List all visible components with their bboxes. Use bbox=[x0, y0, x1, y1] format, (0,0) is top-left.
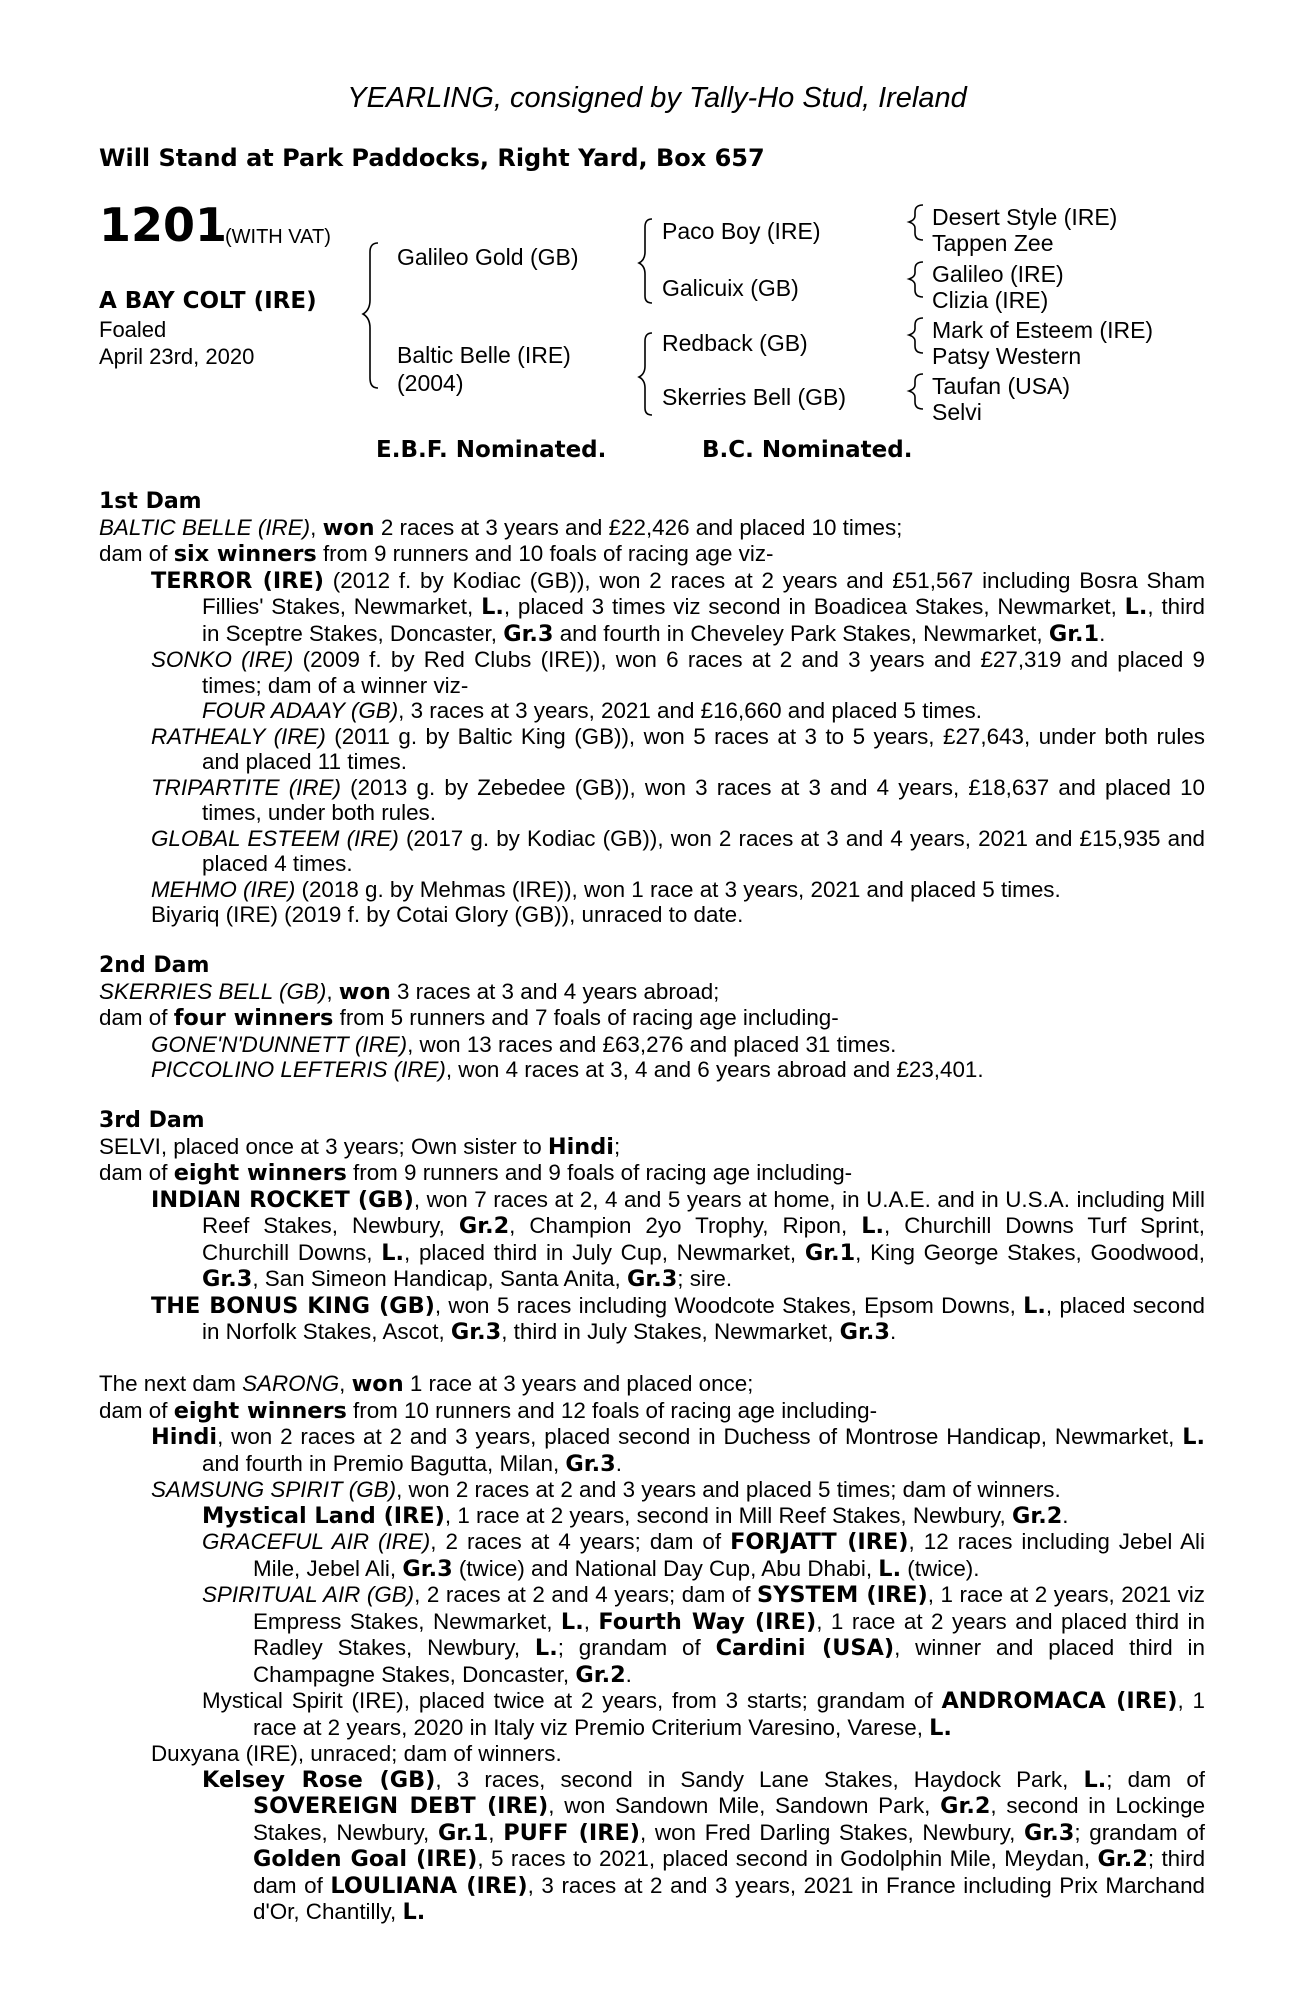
text: , bbox=[488, 1819, 504, 1845]
text: from 9 runners and 10 foals of racing age viz- bbox=[316, 541, 774, 566]
text: , second in Lockinge Stakes, Newbury, bbox=[253, 1793, 1206, 1845]
pedigree-g8: Selvi bbox=[932, 399, 982, 425]
text: , won 5 races including Woodcote Stakes, Epsom Downs, bbox=[434, 1292, 1024, 1318]
horse-name: Mystical Land (IRE) bbox=[202, 1502, 445, 1529]
grade: Gr.2 bbox=[575, 1661, 626, 1688]
text: . bbox=[615, 1450, 622, 1476]
horse-name: PICCOLINO LEFTERIS (IRE) bbox=[151, 1057, 446, 1082]
text: SELVI, placed once at 3 years; Own sister to bbox=[99, 1133, 548, 1159]
text: , 1 race at 2 years, 2021 viz Empress Stakes, Newmarket, bbox=[253, 1582, 1205, 1634]
produce-piccolino bbox=[99, 1057, 1205, 1083]
produce-gone-n-dunnett bbox=[99, 1032, 1205, 1058]
lot-description: A BAY COLT (IRE) bbox=[99, 288, 317, 314]
second-dam-line bbox=[99, 979, 1205, 1006]
sep: , bbox=[326, 978, 339, 1004]
produce-mehmo bbox=[99, 877, 1205, 903]
winners-count: eight winners bbox=[173, 1397, 347, 1424]
text: ; dam of bbox=[1106, 1766, 1205, 1792]
text: , 2 races at 2 and 4 years; dam of bbox=[414, 1582, 758, 1607]
grade: L. bbox=[534, 1635, 558, 1661]
text: , won Fred Darling Stakes, Newbury, bbox=[640, 1819, 1025, 1845]
grade: Gr.1 bbox=[804, 1239, 856, 1266]
sep: , bbox=[310, 514, 323, 540]
foaled-date: April 23rd, 2020 bbox=[99, 344, 255, 369]
text: , King George Stakes, Goodwood, bbox=[855, 1239, 1205, 1265]
horse-name: SYSTEM (IRE) bbox=[757, 1582, 928, 1608]
grade: L. bbox=[560, 1608, 584, 1635]
vat-note: (WITH VAT) bbox=[225, 226, 331, 248]
pedigree-g7: Taufan (USA) bbox=[932, 373, 1071, 399]
text: , 5 races to 2021, placed second in Godolphin Mile, Meydan, bbox=[477, 1846, 1098, 1871]
grade: Gr.3 bbox=[626, 1266, 678, 1292]
produce-mystical-spirit bbox=[99, 1688, 1205, 1741]
text: , 3 races at 2 and 3 years, 2021 in France including Prix Marchand d'Or, Chantilly, bbox=[253, 1872, 1205, 1924]
pedigree-g2: Tappen Zee bbox=[932, 230, 1054, 256]
next-dam-produce bbox=[99, 1398, 1205, 1425]
text: . bbox=[1062, 1502, 1069, 1528]
horse-name: Hindi bbox=[151, 1424, 218, 1450]
text: , 3 races at 3 years, 2021 and £16,660 and placed 5 times. bbox=[398, 698, 982, 723]
pedigree-dam-year: (2004) bbox=[397, 370, 464, 396]
horse-name: SONKO (IRE) bbox=[151, 647, 294, 672]
text: ; third dam of bbox=[253, 1846, 1206, 1898]
produce-global-esteem bbox=[99, 826, 1205, 877]
winners-count: eight winners bbox=[173, 1160, 347, 1186]
main-bracket bbox=[363, 243, 378, 388]
grade: L. bbox=[1083, 1766, 1107, 1793]
grade: L. bbox=[481, 594, 504, 620]
horse-name: FORJATT (IRE) bbox=[730, 1529, 909, 1555]
text: , bbox=[583, 1608, 599, 1634]
produce-hindi bbox=[99, 1424, 1205, 1477]
text: (2018 g. by Mehmas (IRE)), won 1 race at 3 years, 2021 and placed 5 times. bbox=[295, 876, 1061, 902]
stand-location: Will Stand at Park Paddocks, Right Yard, Box 657 bbox=[99, 144, 765, 172]
next-dam-line bbox=[99, 1371, 1205, 1398]
produce-indian-rocket bbox=[99, 1187, 1205, 1293]
grade: L. bbox=[381, 1239, 405, 1266]
text: and fourth in Premio Bagutta, Milan, bbox=[202, 1450, 566, 1476]
horse-name: GONE'N'DUNNETT (IRE) bbox=[151, 1031, 408, 1057]
horse-name: Fourth Way (IRE) bbox=[598, 1608, 817, 1635]
text: . bbox=[625, 1661, 632, 1687]
text: ; sire. bbox=[677, 1266, 733, 1291]
spacer bbox=[99, 1346, 1205, 1372]
produce-graceful-air bbox=[99, 1529, 1205, 1582]
text: , 2 races at 4 years; dam of bbox=[430, 1529, 731, 1554]
horse-name: Kelsey Rose (GB) bbox=[202, 1766, 436, 1793]
g-bracket-3 bbox=[909, 318, 923, 353]
sep: , bbox=[339, 1371, 352, 1396]
text: dam of bbox=[99, 1005, 174, 1030]
horse-name: GLOBAL ESTEEM (IRE) bbox=[151, 825, 399, 851]
dam-record: 2 races at 3 years and £22,426 and placed 10 times; bbox=[374, 514, 903, 540]
grade: Gr.3 bbox=[839, 1319, 890, 1345]
text: 1 race at 3 years and placed once; bbox=[403, 1371, 754, 1396]
horse-name: FOUR ADAAY (GB) bbox=[202, 698, 399, 723]
third-dam-line bbox=[99, 1134, 1205, 1161]
text: dam of bbox=[99, 1397, 174, 1423]
grade: Gr.1 bbox=[1048, 620, 1100, 647]
horse-name: THE BONUS KING (GB) bbox=[151, 1292, 435, 1319]
grade: Gr.2 bbox=[1097, 1846, 1148, 1872]
text: from 5 runners and 7 foals of racing age including- bbox=[333, 1005, 839, 1030]
text: The next dam bbox=[99, 1371, 243, 1396]
text: , 1 race at 2 years and placed third in Radley Stakes, Newbury, bbox=[253, 1608, 1205, 1660]
produce-kelsey-rose bbox=[99, 1767, 1205, 1926]
dam-name: BALTIC BELLE (IRE) bbox=[99, 514, 311, 540]
g-bracket-1 bbox=[909, 205, 923, 240]
horse-name: Cardini (USA) bbox=[715, 1635, 895, 1661]
first-dam-produce bbox=[99, 541, 1205, 568]
g-bracket-4 bbox=[909, 374, 923, 409]
grade: L. bbox=[878, 1555, 902, 1582]
pedigree-brackets bbox=[0, 0, 1314, 460]
text: (2012 f. by Kodiac (GB)), won 2 races at 2 years and £51,567 including Bosra Sham Fillies' Stakes, Newmarket, bbox=[202, 567, 1205, 619]
text: (2017 g. by Kodiac (GB)), won 2 races at 3 and 4 years, 2021 and £15,935 and placed 4 times. bbox=[202, 825, 1205, 876]
won-label: won bbox=[351, 1371, 404, 1397]
pedigree-dam-dam: Skerries Bell (GB) bbox=[662, 384, 847, 410]
sire-bracket bbox=[639, 219, 652, 303]
horse-name: MEHMO (IRE) bbox=[151, 876, 296, 902]
text: . bbox=[1099, 620, 1106, 646]
produce-four-adaay bbox=[99, 698, 1205, 724]
produce-rathealy bbox=[99, 724, 1205, 775]
text: , third in July Stakes, Newmarket, bbox=[501, 1319, 840, 1344]
first-dam-line bbox=[99, 515, 1205, 542]
text: ; grandam of bbox=[1074, 1819, 1205, 1845]
horse-name: SAMSUNG SPIRIT (GB) bbox=[151, 1477, 397, 1502]
text: , third in Sceptre Stakes, Doncaster, bbox=[202, 594, 1205, 646]
pedigree-dam-sire: Redback (GB) bbox=[662, 330, 808, 356]
text: , San Simeon Handicap, Santa Anita, bbox=[252, 1266, 627, 1291]
bc-nominated: B.C. Nominated. bbox=[702, 437, 913, 463]
text: (2011 g. by Baltic King (GB)), won 5 races at 3 to 5 years, £27,643, under both rules and placed 11 times. bbox=[202, 723, 1205, 774]
text: ; bbox=[613, 1133, 621, 1159]
text: Mystical Spirit (IRE), placed twice at 2 years, from 3 starts; grandam of bbox=[202, 1688, 942, 1713]
grade: Gr.3 bbox=[565, 1450, 616, 1477]
pedigree-g6: Patsy Western bbox=[932, 343, 1082, 369]
grade: L. bbox=[402, 1899, 426, 1925]
dam-bracket bbox=[639, 333, 652, 415]
text: , won 2 races at 2 and 3 years, placed second in Duchess of Montrose Handicap, Newmarket, bbox=[217, 1424, 1183, 1449]
text: , placed 3 times viz second in Boadicea Stakes, Newmarket, bbox=[503, 594, 1125, 619]
horse-name: TERROR (IRE) bbox=[151, 567, 325, 594]
ebf-nominated: E.B.F. Nominated. bbox=[376, 437, 607, 463]
horse-name: RATHEALY (IRE) bbox=[151, 723, 326, 749]
grade: L. bbox=[929, 1714, 952, 1741]
won-label: won bbox=[322, 514, 375, 541]
text: , won 2 races at 2 and 3 years and placed 5 times; dam of winners. bbox=[396, 1477, 1061, 1502]
text: ; grandam of bbox=[557, 1635, 716, 1660]
first-dam-heading: 1st Dam bbox=[99, 489, 202, 514]
g-bracket-2 bbox=[909, 262, 923, 297]
grade: Gr.3 bbox=[503, 620, 554, 647]
text: , Churchill Downs Turf Sprint, Churchill Downs, bbox=[202, 1213, 1205, 1265]
pedigree-dam: Baltic Belle (IRE) bbox=[397, 342, 571, 368]
text: and fourth in Cheveley Park Stakes, Newmarket, bbox=[553, 620, 1049, 646]
grade: L. bbox=[1124, 594, 1148, 620]
horse-name: PUFF (IRE) bbox=[503, 1819, 641, 1846]
grade: Gr.2 bbox=[1011, 1502, 1063, 1529]
pedigree-g4: Clizia (IRE) bbox=[932, 287, 1049, 313]
text: , 1 race at 2 years, second in Mill Reef Stakes, Newbury, bbox=[444, 1502, 1012, 1528]
horse-name: ANDROMACA (IRE) bbox=[941, 1688, 1178, 1714]
won-label: won bbox=[338, 978, 391, 1005]
text: , Champion 2yo Trophy, Ripon, bbox=[509, 1213, 862, 1238]
text: , placed second in Norfolk Stakes, Ascot, bbox=[202, 1292, 1205, 1344]
text: dam of bbox=[99, 541, 174, 566]
grade: Gr.1 bbox=[437, 1819, 489, 1846]
text: (2009 f. by Red Clubs (IRE)), won 6 races at 2 and 3 years and £27,319 and placed 9 times; dam of a winner viz- bbox=[202, 647, 1205, 698]
produce-duxyana: Duxyana (IRE), unraced; dam of winners. bbox=[151, 1741, 562, 1766]
grade: Gr.3 bbox=[402, 1555, 453, 1582]
text: , won 13 races and £63,276 and placed 31 times. bbox=[407, 1031, 897, 1057]
winners-count: four winners bbox=[173, 1005, 334, 1031]
text: , placed third in July Cup, Newmarket, bbox=[404, 1239, 805, 1265]
horse-name: INDIAN ROCKET (GB) bbox=[151, 1186, 414, 1213]
dam-name: SKERRIES BELL (GB) bbox=[99, 978, 327, 1004]
grade: Gr.3 bbox=[1024, 1819, 1075, 1846]
grade: Gr.3 bbox=[450, 1319, 502, 1345]
text: . bbox=[889, 1319, 897, 1344]
text: , 3 races, second in Sandy Lane Stakes, Haydock Park, bbox=[435, 1766, 1084, 1792]
produce-sonko bbox=[99, 647, 1205, 698]
produce-samsung-spirit bbox=[99, 1477, 1205, 1503]
grade: Gr.2 bbox=[458, 1213, 510, 1239]
text: , winner and placed third in Champagne Stakes, Doncaster, bbox=[253, 1635, 1205, 1687]
pedigree-g3: Galileo (IRE) bbox=[932, 261, 1064, 287]
text: dam of bbox=[99, 1160, 174, 1185]
text: , 1 race at 2 years, 2020 in Italy viz Premio Criterium Varesino, Varese, bbox=[253, 1688, 1205, 1740]
horse-name: TRIPARTITE (IRE) bbox=[151, 774, 341, 800]
horse-name: Hindi bbox=[547, 1133, 614, 1160]
grade: L. bbox=[861, 1213, 884, 1239]
text: , won 4 races at 3, 4 and 6 years abroad and £23,401. bbox=[445, 1057, 984, 1082]
produce-bonus-king bbox=[99, 1293, 1205, 1346]
horse-name: SPIRITUAL AIR (GB) bbox=[202, 1582, 415, 1607]
text: , won Sandown Mile, Sandown Park, bbox=[548, 1793, 941, 1818]
pedigree-sire-dam: Galicuix (GB) bbox=[662, 275, 799, 301]
grade: L. bbox=[1023, 1292, 1046, 1319]
horse-name: GRACEFUL AIR (IRE) bbox=[202, 1529, 431, 1554]
text: 3 races at 3 and 4 years abroad; bbox=[390, 978, 720, 1004]
pedigree-sire-sire: Paco Boy (IRE) bbox=[662, 218, 821, 244]
spacer bbox=[99, 1083, 1205, 1109]
foaled-label: Foaled bbox=[99, 317, 167, 342]
second-dam-heading: 2nd Dam bbox=[99, 953, 210, 978]
horse-name: LOULIANA (IRE) bbox=[330, 1872, 528, 1899]
pedigree-g1: Desert Style (IRE) bbox=[932, 204, 1118, 230]
spacer bbox=[99, 928, 1205, 954]
text: from 10 runners and 12 foals of racing age including- bbox=[346, 1397, 878, 1423]
grade: L. bbox=[1182, 1424, 1205, 1450]
text: (2013 g. by Zebedee (GB)), won 3 races at 3 and 4 years, £18,637 and placed 10 times, under both rules. bbox=[202, 774, 1205, 825]
second-dam-produce bbox=[99, 1005, 1205, 1032]
text: (twice) and National Day Cup, Abu Dhabi, bbox=[452, 1555, 879, 1581]
third-dam-produce bbox=[99, 1160, 1205, 1187]
pedigree-sire: Galileo Gold (GB) bbox=[397, 244, 579, 270]
horse-name: SOVEREIGN DEBT (IRE) bbox=[253, 1793, 549, 1819]
produce-biyariq: Biyariq (IRE) (2019 f. by Cotai Glory (GB)), unraced to date. bbox=[151, 902, 744, 927]
dam-name: SARONG bbox=[242, 1371, 340, 1396]
lot-number: 1201 bbox=[99, 198, 228, 252]
produce-mystical-land bbox=[99, 1503, 1205, 1530]
catalogue-body bbox=[99, 489, 1205, 1926]
produce-terror bbox=[99, 568, 1205, 648]
produce-spiritual-air bbox=[99, 1582, 1205, 1688]
produce-tripartite bbox=[99, 775, 1205, 826]
page-title: YEARLING, consigned by Tally-Ho Stud, Ireland bbox=[347, 82, 967, 114]
text: (twice). bbox=[901, 1555, 980, 1581]
text: , won 7 races at 2, 4 and 5 years at home, in U.A.E. and in U.S.A. including Mill Reef Stakes, Newbury, bbox=[202, 1186, 1206, 1238]
horse-name: Golden Goal (IRE) bbox=[253, 1846, 478, 1872]
text: , 12 races including Jebel Ali Mile, Jebel Ali, bbox=[253, 1529, 1205, 1581]
text: from 9 runners and 9 foals of racing age including- bbox=[346, 1160, 853, 1185]
winners-count: six winners bbox=[173, 541, 317, 567]
pedigree-g5: Mark of Esteem (IRE) bbox=[932, 317, 1154, 343]
grade: Gr.3 bbox=[202, 1266, 253, 1292]
grade: Gr.2 bbox=[940, 1793, 991, 1819]
third-dam-heading: 3rd Dam bbox=[99, 1108, 205, 1133]
